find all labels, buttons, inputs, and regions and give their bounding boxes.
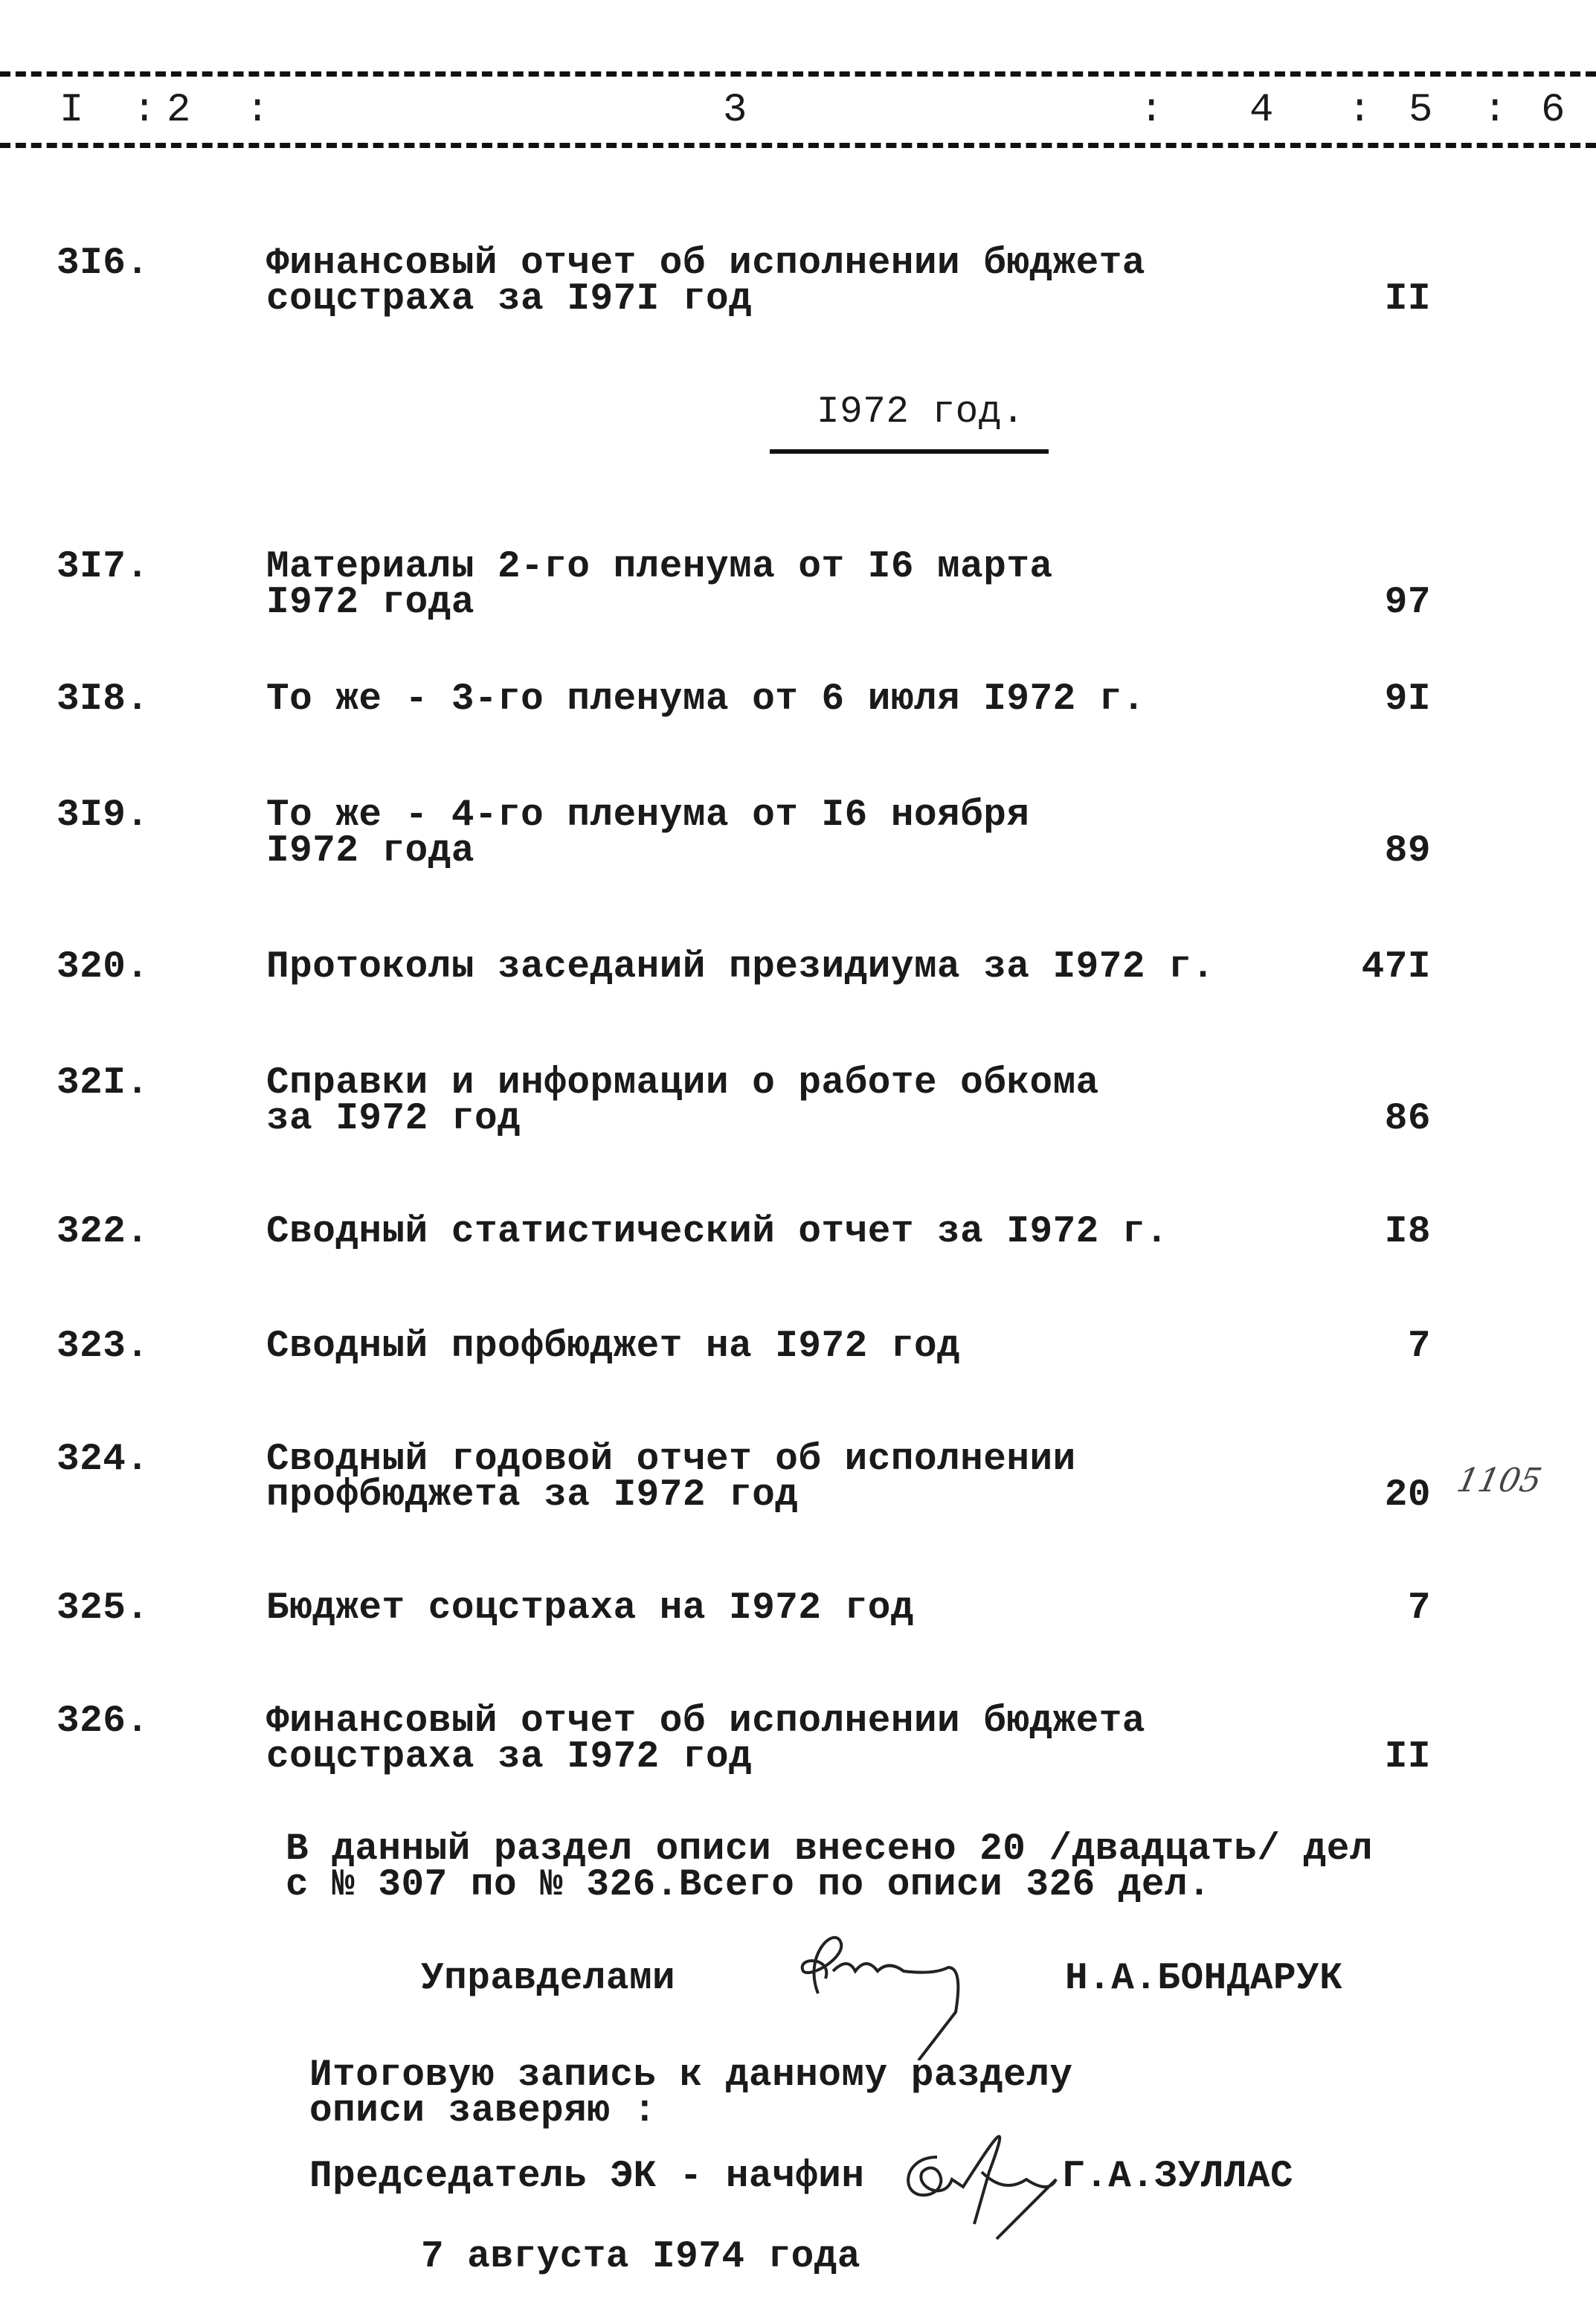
signature-zullas [892,2112,1071,2246]
entry-pages: 47I [1361,946,1431,989]
col-4: 4 [1249,88,1274,133]
entry-number: 32I. [57,1062,149,1105]
entry-title: Сводный профбюджет на I972 год [266,1326,961,1368]
signer-name: Н.А.БОНДАРУК [1065,1958,1343,2000]
entry-title: Сводный статистический отчет за I972 г. [266,1211,1169,1253]
entry-number: 3I9. [57,794,149,837]
header-top-rule [0,71,1596,77]
certify-line: описи заверяю : [309,2090,657,2133]
entry-title: I972 года [266,582,474,624]
col-3: 3 [723,88,747,133]
entry-pages: 7 [1407,1326,1431,1368]
col-6: 6 [1541,88,1566,133]
signer-title: Председатель ЭК - начфин [309,2156,865,2198]
entry-pages: 20 [1384,1474,1431,1517]
entry-title: Финансовый отчет об исполнении бюджета [266,242,1145,285]
section-heading: I972 год. [817,391,1025,434]
entry-number: 325. [57,1587,149,1630]
entry-title: То же - 3-го пленума от 6 июля I972 г. [266,678,1145,721]
entry-title: Материалы 2-го пленума от I6 марта [266,546,1053,588]
entry-title: Справки и информации о работе обкома [266,1062,1099,1105]
entry-pages: 7 [1407,1587,1431,1630]
entry-number: 3I8. [57,678,149,721]
summary-line: В данный раздел описи внесено 20 /двадцать/ дел [286,1828,1373,1871]
entry-title: соцстраха за I972 год [266,1736,753,1778]
entry-pages: 89 [1384,830,1431,873]
entry-title: Бюджет соцстраха на I972 год [266,1587,914,1630]
entry-number: 322. [57,1211,149,1253]
entry-title: соцстраха за I97I год [266,278,753,321]
entry-number: 326. [57,1700,149,1743]
col-sep: : [1483,88,1507,133]
signature-date: 7 августа I974 года [421,2236,860,2278]
col-5: 5 [1409,88,1433,133]
signature-bondaruk [788,1912,1004,2060]
col-sep: : [1139,88,1164,133]
col-sep: : [245,88,270,133]
entry-pages: 9I [1384,678,1431,721]
entry-number: 320. [57,946,149,989]
entry-pages: II [1384,278,1431,321]
col-sep: : [132,88,157,133]
entry-title: То же - 4-го пленума от I6 ноября [266,794,1030,837]
entry-pages: 97 [1384,582,1431,624]
entry-number: 3I6. [57,242,149,285]
entry-number: 3I7. [57,546,149,588]
entry-title: I972 года [266,830,474,873]
heading-underline [770,449,1049,454]
summary-line: с № 307 по № 326.Всего по описи 326 дел. [286,1864,1212,1906]
entry-title: Протоколы заседаний президиума за I972 г. [266,946,1215,989]
entry-pages: 86 [1384,1098,1431,1140]
certify-line: Итоговую запись к данному разделу [309,2054,1073,2097]
entry-number: 323. [57,1326,149,1368]
col-sep: : [1348,88,1372,133]
entry-title: Финансовый отчет об исполнении бюджета [266,1700,1145,1743]
entry-title: за I972 год [266,1098,521,1140]
col-2: 2 [167,88,191,133]
header-bottom-rule [0,143,1596,148]
handwritten-note: 1105 [1453,1462,1545,1500]
entry-pages: I8 [1384,1211,1431,1253]
entry-number: 324. [57,1439,149,1481]
entry-pages: II [1384,1736,1431,1778]
col-1: I [59,88,84,133]
entry-title: Сводный годовой отчет об исполнении [266,1439,1076,1481]
signer-title: Управделами [421,1958,676,2000]
entry-title: профбюджета за I972 год [266,1474,799,1517]
signer-name: Г.А.ЗУЛЛАС [1062,2156,1294,2198]
